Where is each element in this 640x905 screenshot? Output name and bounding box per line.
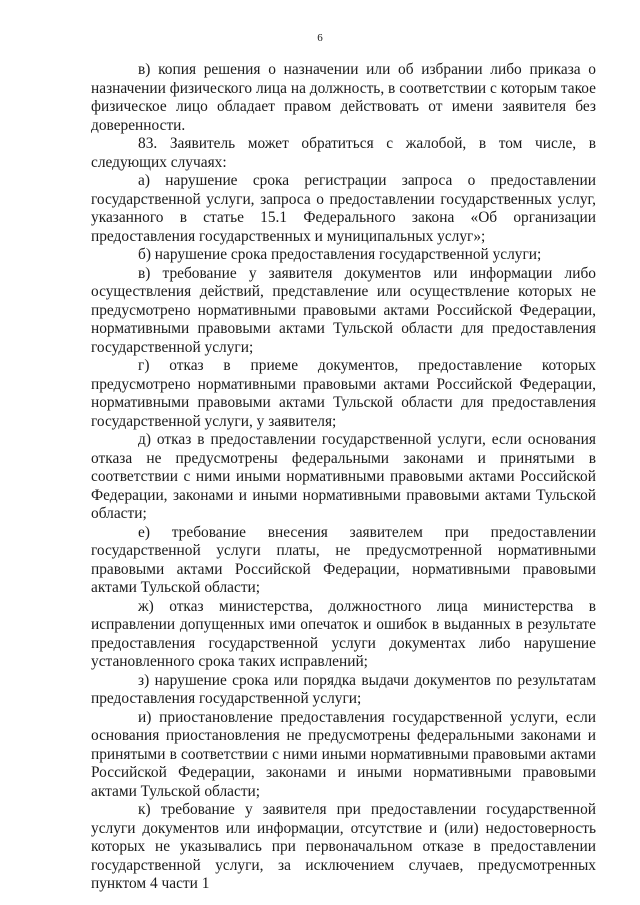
list-item-b: б) нарушение срока предоставления государственной услуги; bbox=[138, 246, 542, 263]
list-item-g: г) отказ в приеме документов, предоставление которых предусмотрено нормативными правовыми актами Российской Федерации, нормативными правовыми актами Тульской области для предоставления государственной услуги, у заявителя; bbox=[91, 357, 596, 430]
list-item-v: в) требование у заявителя документов или информации либо осуществления действий, представление или осуществление которых не предусмотрено нормативными правовыми актами Российской Федерации, нормативными правовыми актами Тульской области для предоставления государственной услуги; bbox=[91, 264, 596, 356]
document-body bbox=[91, 61, 596, 894]
page-number: 6 bbox=[317, 32, 323, 44]
paragraph-complaint-cases-intro: 83. Заявитель может обратиться с жалобой, в том числе, в следующих случаях: bbox=[91, 135, 596, 171]
paragraph-representative-document: в) копия решения о назначении или об избрании либо приказа о назначении физического лица на должность, в соответствии с которым такое физическое лицо обладает правом действовать от имени заявителя без доверенности. bbox=[91, 61, 596, 134]
list-item-e: е) требование внесения заявителем при предоставлении государственной услуги платы, не предусмотренной нормативными правовыми актами Российской Федерации, нормативными правовыми актами Тульской области; bbox=[91, 523, 596, 596]
list-item-zh: ж) отказ министерства, должностного лица министерства в исправлении допущенных ими опечаток и ошибок в выданных в результате предоставления государственной услуги документах либо нарушение установленного срока таких исправлений; bbox=[91, 597, 596, 670]
list-item-a: а) нарушение срока регистрации запроса о предоставлении государственной услуги, запроса о предоставлении государственных услуг, указанного в статье 15.1 Федерального закона «Об организации предоставления государственных и муниципальных услуг»; bbox=[91, 172, 596, 245]
list-item-z: з) нарушение срока или порядка выдачи документов по результатам предоставления государственной услуги; bbox=[91, 671, 596, 707]
list-item-k: к) требование у заявителя при предоставлении государственной услуги документов или информации, отсутствие и (или) недостоверность которых не указывались при первоначальном отказе в предоставлении государственной услуги, за исключением случаев, предусмотренных пунктом 4 части 1 bbox=[91, 801, 596, 892]
list-item-d: д) отказ в предоставлении государственной услуги, если основания отказа не предусмотрены федеральными законами и принятыми в соответствии с ними иными нормативными правовыми актами Российской Федерации, законами и иными нормативными правовыми актами Тульской области; bbox=[91, 431, 596, 522]
list-item-i: и) приостановление предоставления государственной услуги, если основания приостановления не предусмотрены федеральными законами и принятыми в соответствии с ними иными нормативными правовыми актами Российской Федерации, законами и иными нормативными правовыми актами Тульской области; bbox=[91, 708, 596, 800]
